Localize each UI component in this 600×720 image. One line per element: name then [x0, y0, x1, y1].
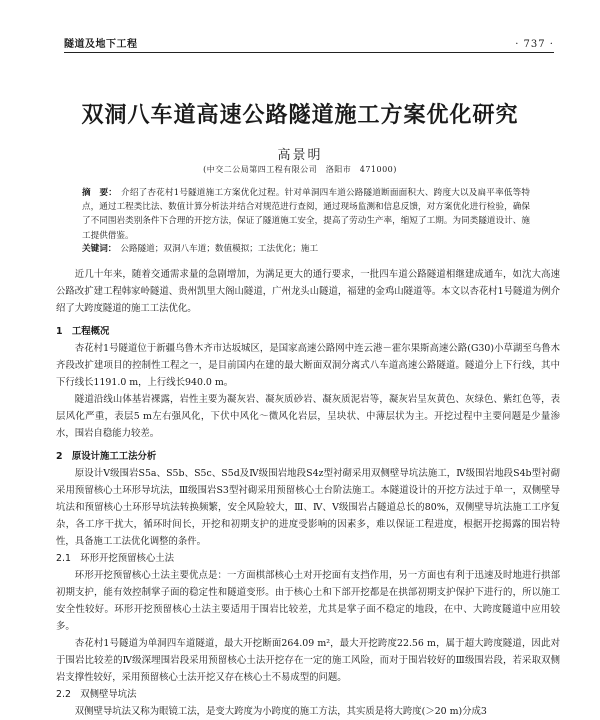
subsection-heading: 2.1 环形开挖预留核心土法	[56, 553, 175, 564]
keywords-text: 公路隧道；双洞八车道；数值模拟；工法优化；施工	[120, 244, 319, 254]
abstract-label: 摘 要：	[82, 188, 118, 198]
keywords	[82, 242, 530, 256]
body-paragraph: 双侧壁导坑法又称为眼镜工法，是变大跨度为小跨度的施工方法，其实质是将大跨度(＞20 m)分成3	[74, 706, 487, 717]
author-name: 高景明	[277, 148, 323, 163]
body-paragraph: 杏花村1号隧道为单洞四车道隧道，最大开挖断面264.09 m²，最大开挖跨度22.56 m，属于超大跨度隧道，因此对于围岩比较差的Ⅳ级深埋围岩段采用预留核心土法开挖存在一定的施工风险，而对于围岩较好的Ⅲ级围岩段，若采取双侧岩支撑性较好，采用预留核心土法开挖又存在核心土不易成型的问题。	[56, 638, 560, 683]
body-paragraph: 隧道沿线山体基岩裸露，岩性主要为凝灰岩、凝灰质砂岩、凝灰质泥岩等，凝灰岩呈灰黄色、灰绿色、紫红色等，表层风化严重，表层5 m左右强风化，下伏中风化～微风化岩层，呈块状、中薄层状为主。开挖过程中主要问题是少量渗水，围岩自稳能力较差。	[56, 394, 560, 439]
intro-paragraph: 近几十年来，随着交通需求量的急剧增加，为满足更大的通行要求，一批四车道公路隧道相继建成通车，如沈大高速公路改扩建工程韩家岭隧道、贵州凯里大阁山隧道，广州龙头山隧道，福建的金鸡山隧道等。本文以杏花村1号隧道为例介绍了大跨度隧道的施工工法优化。	[56, 269, 560, 314]
body-paragraph: 原设计Ⅴ级围岩S5a、S5b、S5c、S5d及Ⅳ级围岩地段S4z型衬砌采用双侧壁导坑法施工，Ⅳ级围岩地段S4b型衬砌采用预留核心土环形导坑法，Ⅲ级围岩S3型衬砌采用预留核心土台阶法施工。本隧道设计的开挖方法过于单一，双侧壁导坑法和预留核心土环形导坑法转换频繁，安全风险较大，Ⅲ、Ⅳ、Ⅴ级围岩占隧道总长的80%，双侧壁导坑法施工工序复杂，各工序干扰大，循环时间长，开挖和初期支护的进度受影响的因素多，难以保证工程进度，根据开挖揭露的围岩特性，具备施工工法优化调整的条件。	[56, 468, 560, 547]
keywords-label: 关键词：	[82, 244, 117, 254]
paper-body	[56, 266, 560, 720]
journal-name: 隧道及地下工程	[64, 39, 138, 50]
page-number: · 737 ·	[515, 39, 554, 50]
running-header	[64, 30, 554, 53]
section-heading: 2 原设计施工工法分析	[56, 451, 157, 462]
section-heading: 1 工程概况	[56, 326, 110, 337]
body-paragraph: 环形开挖预留核心土法主要优点是：一方面棋部核心土对开挖面有支挡作用，另一方面也有利于迅速及时地进行拱部初期支护，能有效控制掌子面的稳定性和隧道变形。由于核心土和下部开挖都是在拱部初期支护保护下进行的，所以施工安全性较好。环形开挖预留核心土法主要适用于围岩比较差，尤其是掌子面不稳定的地段，在中、大跨度隧道中应用较多。	[56, 570, 560, 632]
abstract-text: 介绍了杏花村1号隧道施工方案优化过程。针对单洞四车道公路隧道断面面积大、跨度大以及扁平率低等特点，通过工程类比法、数值计算分析法并结合对规范进行查阅，通过现场监测和信息反馈，对方案优化进行检验，确保了不同围岩类别条件下合理的开挖方法，保证了隧道施工安全，提高了劳动生产率，缩短了工期。为同类隧道设计、施工提供借鉴。	[82, 188, 530, 241]
abstract	[82, 186, 530, 243]
subsection-heading: 2.2 双侧壁导坑法	[56, 689, 137, 700]
body-paragraph: 杏花村1号隧道位于新疆乌鲁木齐市达坂城区，是国家高速公路网中连云港－霍尔果斯高速公路(G30)小草湖至乌鲁木齐段改扩建项目的控制性工程之一，是目前国内在建的最大断面双洞分离式八车道高速公路隧道。隧道分上下行线，其中下行线长1191.0 m，上行线长940.0 m。	[56, 343, 560, 388]
paper-title: 双洞八车道高速公路隧道施工方案优化研究	[81, 102, 519, 128]
author-affiliation: (中交二公局第四工程有限公司 洛阳市 471000)	[203, 165, 397, 174]
